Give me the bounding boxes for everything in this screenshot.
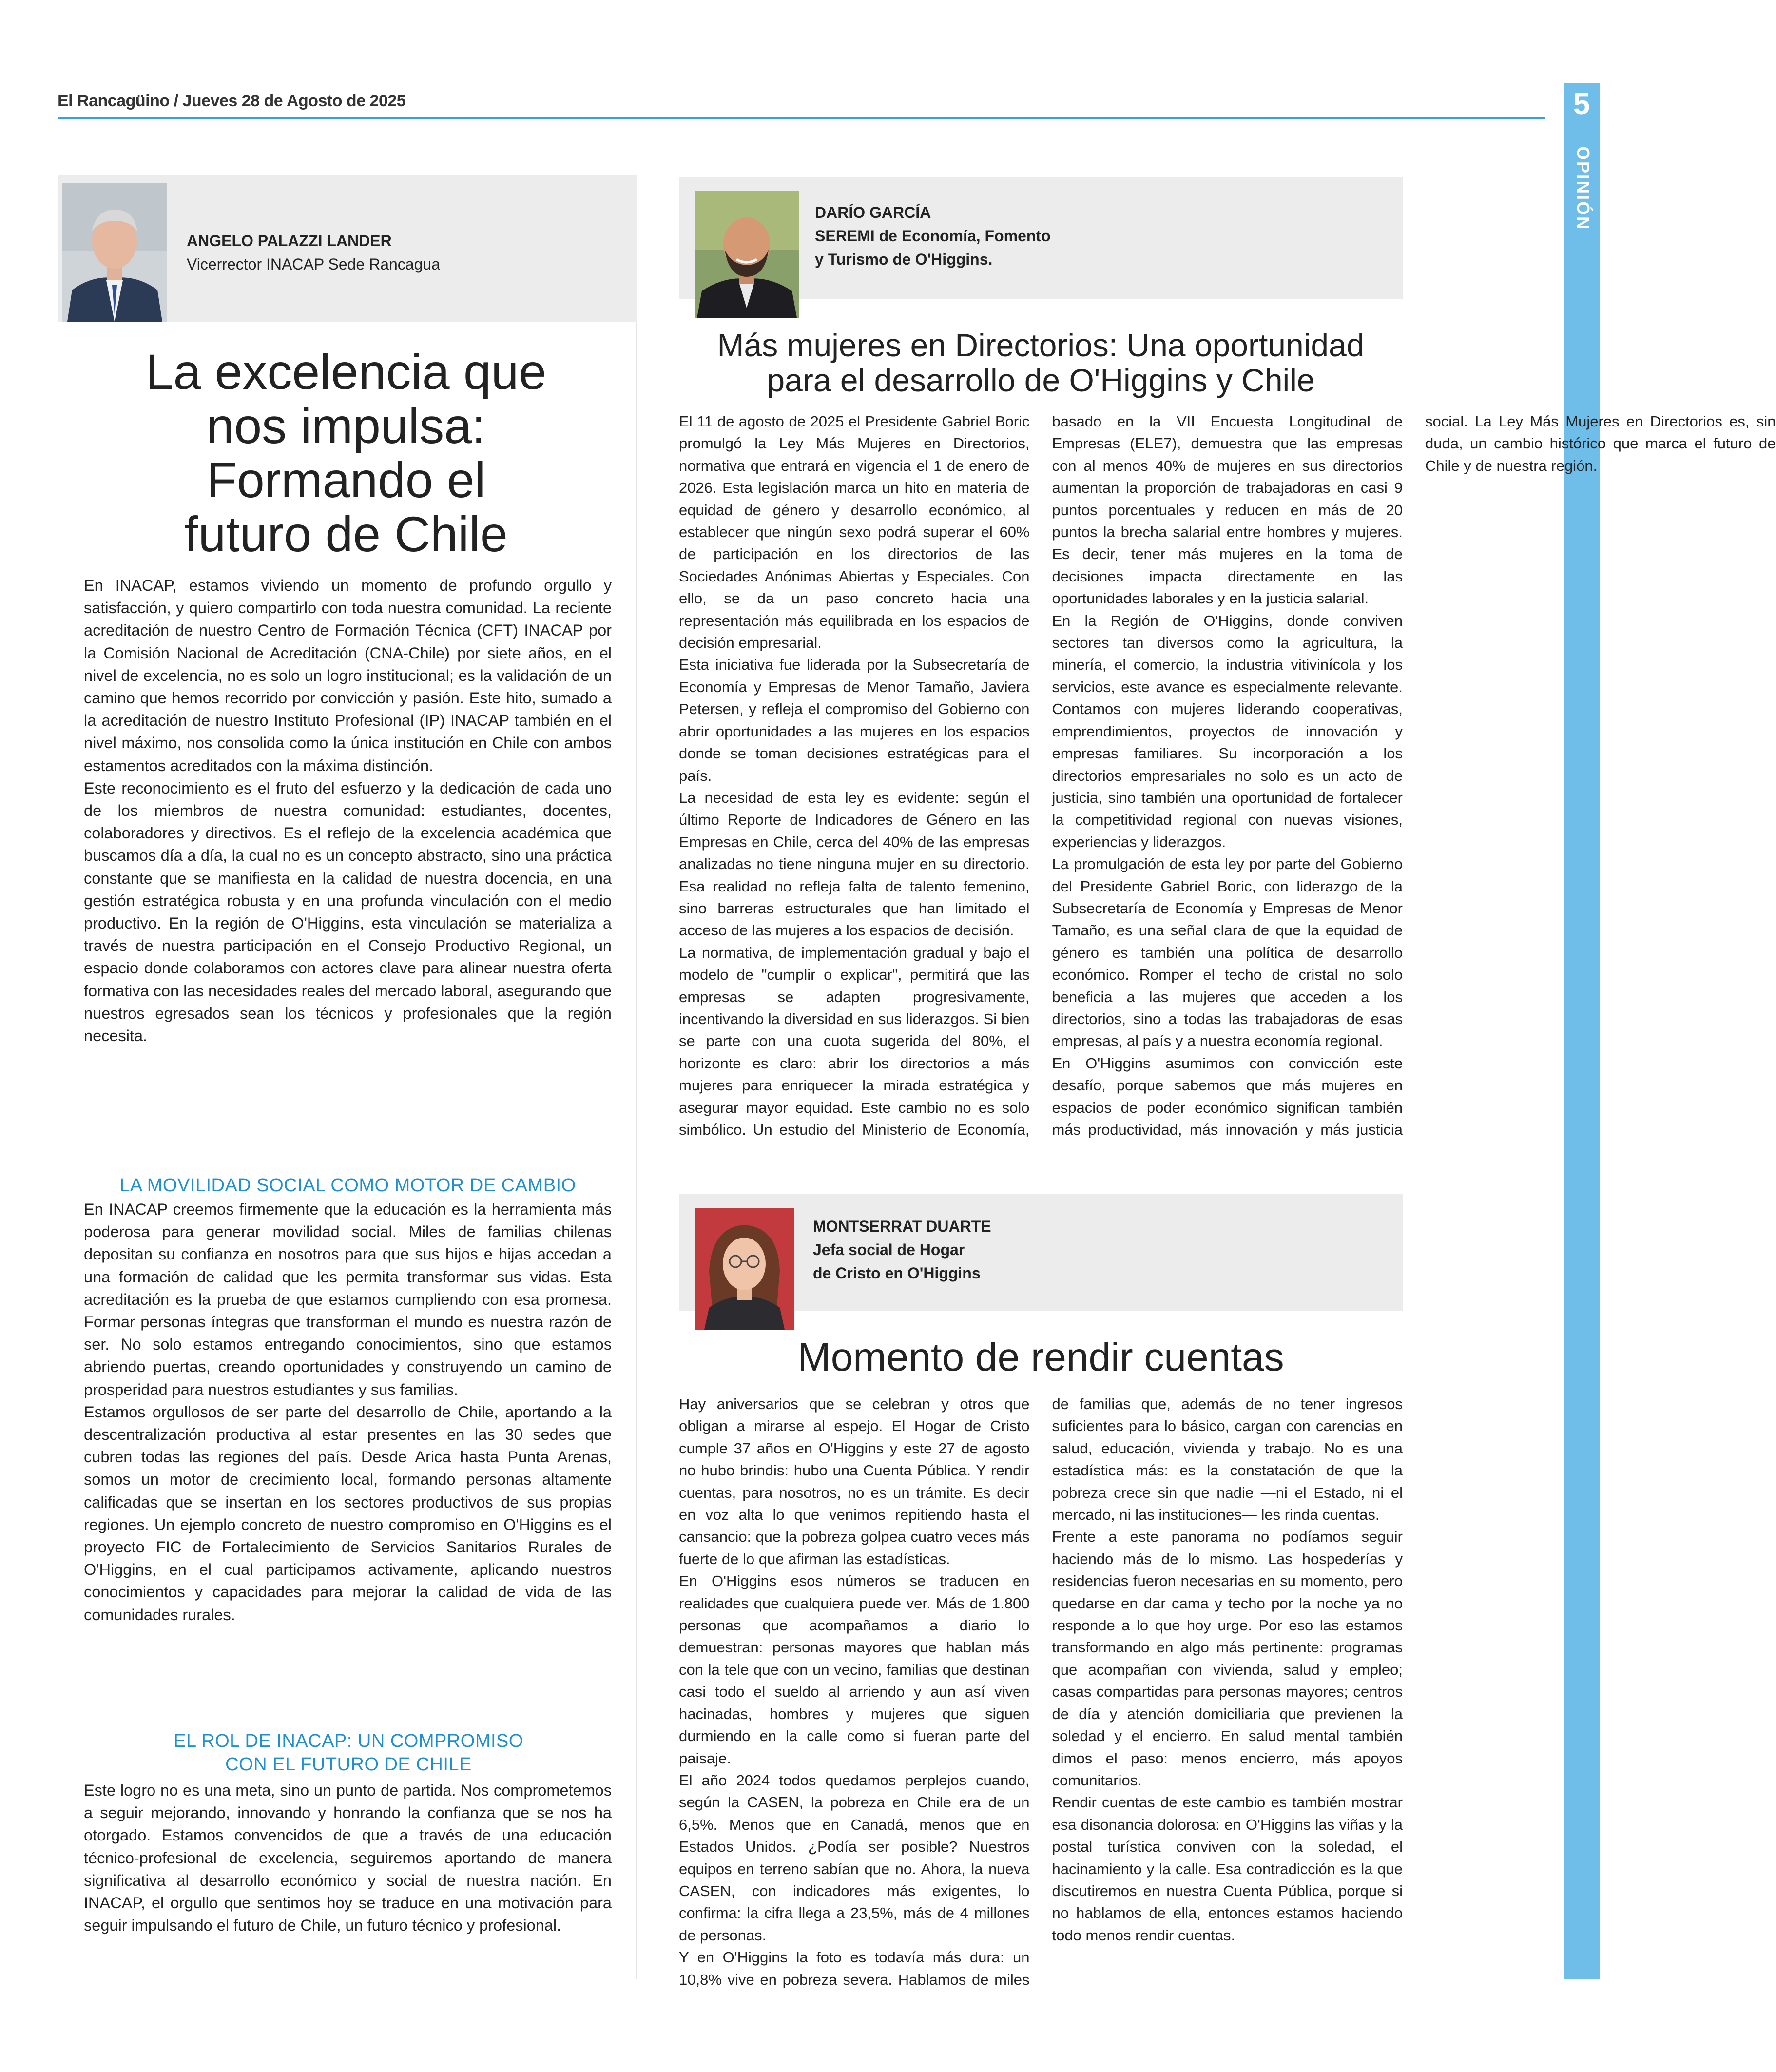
publication-date: Jueves 28 de Agosto de 2025 [182,92,406,110]
paragraph: Y en O'Higgins la foto es todavía más dura: un 10,8% vive en pobreza severa. Hablamos de miles de familias que, además de no tener ingresos suficientes para lo básico, cargan con carencias en salud, educación, vivienda y trabajo. No es una estadística más: es la constatación de que la pobreza crece sin que nadie —ni el Estado, ni el mercado, ni las instituciones— les rinda cuentas. [679,1395,1403,1988]
publication-name: El Rancagüino [58,92,170,110]
article-1-title: La excelencia que nos impulsa: Formando el futuro de Chile [145,344,547,562]
author-name: DARÍO GARCÍA [815,204,931,221]
paragraph: La normativa, de implementación gradual y bajo el modelo de "cumplir o explicar", permitirá que las empresas se adapten progresivamente, incentivando la diversidad en sus liderazgos. Si bien se parte con una cuota sugerida del 80%, el horizonte es claro: abrir los directorios a más mujeres para enriquecer la mirada estratégica y asegurar mayor equidad. Este cambio no es solo simbólico. Un estudio del Ministerio de Economía, basado en la VII Encuesta Longitudinal de Empresas (ELE7), demuestra que las empresas con al menos 40% de mujeres en sus directorios aumentan la proporción de trabajadoras en casi 9 puntos porcentuales y reducen en más de 20 puntos la brecha salarial entre hombres y mujeres. Es decir, tener más mujeres en la toma de decisiones impacta directamente en las oportunidades laborales y en la justicia salarial. [679,413,1403,1138]
article-1-section-1-body [84,1198,612,1626]
author-photo-1-portrait [62,183,167,322]
author-info-2 [815,201,1254,271]
paragraph: En O'Higgins asumimos con convicción este desafío, porque sabemos que más mujeres en espacios de poder económico significan también más productividad, más innovación y más justicia social. La Ley Más Mujeres en Directorios es, sin duda, un cambio histórico que marca el futuro de Chile y de nuestra región. [1052,413,1776,1138]
article-1-body [84,574,612,1047]
author-photo-2 [695,191,799,318]
header-separator: / [174,92,178,110]
author-photo-3 [695,1208,794,1330]
paragraph: La promulgación de esta ley por parte del Gobierno del Presidente Gabriel Boric, con liderazgo de la Subsecretaría de Economía y Empresas de Menor Tamaño, es una señal clara de que la equidad de género es también una política de desarrollo económico. Romper el techo de cristal no solo beneficia a las mujeres que acceden a los directorios, sino a todas las trabajadoras de esas empresas, al país y a nuestra economía regional. [1052,855,1403,1050]
header-rule [58,117,1545,119]
article-3-title: Momento de rendir cuentas [797,1335,1284,1379]
article-2-title-line-1: Más mujeres en Directorios: Una oportunidad [717,327,1365,363]
article-2-title-line-2: para el desarrollo de O'Higgins y Chile [767,362,1315,398]
author-info-3 [813,1215,1252,1285]
page-number: 5 [1573,87,1590,121]
author-photo-1 [62,183,167,322]
author-photo-2-portrait [695,191,799,318]
section-label [1566,146,1597,253]
paragraph: En la Región de O'Higgins, donde conviven sectores tan diversos como la agricultura, la minería, el comercio, la industria vitivinícola y los servicios, este avance es especialmente relevante. Contamos con mujeres liderando cooperativas, emprendimientos, proyectos de innovación y empresas familiares. Su incorporación a los directorios empresariales no solo es un acto de justicia, sino también una oportunidad de fortalecer la competitividad regional con nuevas visiones, experiencias y liderazgos. [1052,612,1403,851]
article-1-subhead-1: LA MOVILIDAD SOCIAL COMO MOTOR DE CAMBIO [119,1175,576,1196]
paragraph: El año 2024 todos quedamos perplejos cuando, según la CASEN, la pobreza en Chile era de un 6,5%. Menos que en Canadá, menos que en Estados Unidos. ¿Podía ser posible? Nuestros equipos en terreno sabían que no. Ahora, la nueva CASEN, con indicadores más exigentes, lo confirma: la cifra llega a 23,5%, más de 4 millones de personas. [679,1771,1030,1944]
paragraph: Hay aniversarios que se celebran y otros que obligan a mirarse al espejo. El Hogar de Cristo cumple 37 años en O'Higgins y este 27 de agosto no hubo brindis: hubo una Cuenta Pública. Y rendir cuentas, para nosotros, no es un trámite. Es decir en voz alta lo que venimos repitiendo hasta el cansancio: que la pobreza golpea cuatro veces más fuerte de lo que afirman las estadísticas. [679,1395,1030,1568]
author-role-line-2: de Cristo en O'Higgins [813,1264,981,1282]
paragraph: En INACAP creemos firmemente que la educación es la herramienta más poderosa para generar movilidad social. Miles de familias chilenas depositan su confianza en nosotros para que sus hijos e hijas accedan a una formación de calidad que les permita transformar sus vidas. Esta acreditación es la prueba de que estamos cumpliendo con esa promesa. Formar personas íntegras que transforman el mundo es nuestra razón de ser. No solo estamos entregando conocimientos, sino que estamos abriendo puertas, creando oportunidades y construyendo un camino de prosperidad para nuestros estudiantes y sus familias. [84,1201,612,1398]
article-1-section-2-body [84,1779,612,1936]
paragraph: En O'Higgins esos números se traducen en realidades que cualquiera puede ver. Más de 1.800 personas que acompañamos a diario lo demuestran: personas mayores que hablan más con la tele que con un vecino, familias que destinan casi todo el sueldo al arriendo y aun así viven hacinadas, hombres y mujeres que siguen durmiendo en la calle como si fueran parte del paisaje. [679,1572,1030,1767]
author-name: ANGELO PALAZZI LANDER [187,232,392,250]
article-2-title [679,328,1403,398]
paragraph: La necesidad de esta ley es evidente: según el último Reporte de Indicadores de Género en las Empresas en Chile, cerca del 40% de las empresas analizadas no tiene ninguna mujer en su directorio. Esa realidad no refleja falta de talento femenino, sino barreras estructurales que han limitado el acceso de las mujeres a los espacios de decisión. [679,789,1030,939]
author-role-line-2: y Turismo de O'Higgins. [815,251,993,268]
paragraph: El 11 de agosto de 2025 el Presidente Gabriel Boric promulgó la Ley Más Mujeres en Directorios, normativa que entrará en vigencia el 1 de enero de 2026. Esta legislación marca un hito en materia de equidad de género y desarrollo económico, al establecer que ningún sexo podrá superar el 60% de participación en los directorios de las Sociedades Anónimas Abiertas y Especiales. Con ello, se da un paso concreto hacia una representación más equilibrada en los espacios de decisión empresarial. [679,413,1030,652]
author-photo-3-portrait [695,1208,794,1330]
paragraph: Esta iniciativa fue liderada por la Subsecretaría de Economía y Empresas de Menor Tamaño, Javiera Petersen, y refleja el compromiso del Gobierno con abrir oportunidades a las mujeres en los espacios donde se toman decisiones estratégicas para el país. [679,656,1030,784]
page-header [58,92,1461,121]
paragraph: Este reconocimiento es el fruto del esfuerzo y la dedicación de cada uno de los miembros de nuestra comunidad: estudiantes, docentes, colaboradores y directivos. Es el reflejo de la excelencia académica que buscamos día a día, la cual no es un concepto abstracto, sino una práctica constante que se manifiesta en la calidad de nuestra docencia, en una gestión estratégica robusta y en una profunda vinculación con el medio productivo. En la región de O'Higgins, esta vinculación se materializa a través de nuestra participación en el Consejo Productivo Regional, un espacio donde colaboramos con actores clave para alinear nuestra oferta formativa con las necesidades reales del mercado laboral, asegurando que nuestros egresados sean los técnicos y profesionales que la región necesita. [84,779,612,1045]
author-role: Vicerrector INACAP Sede Rancagua [187,255,440,273]
author-info-1 [187,229,625,276]
paragraph: En INACAP, estamos viviendo un momento de profundo orgullo y satisfacción, y quiero compartirlo con toda nuestra comunidad. La reciente acreditación de nuestro Centro de Formación Técnica (CFT) INACAP por la Comisión Nacional de Acreditación (CNA-Chile) por siete años, en el nivel de excelencia, no es solo un logro institucional; es la validación de un camino que hemos recorrido por convicción y pasión. Este hito, sumado a la acreditación de nuestro Instituto Profesional (IP) INACAP también en el nivel máximo, nos consolida como la única institución en Chile con ambos estamentos acreditados con la máxima distinción. [84,577,612,775]
paragraph: Rendir cuentas de este cambio es también mostrar esa disonancia dolorosa: en O'Higgins las viñas y la postal turística conviven con la soledad, el hacinamiento y la calle. Esa contradicción es la que discutiremos en nuestra Cuenta Pública, porque si no hablamos de ella, entonces estamos haciendo todo menos rendir cuentas. [1052,1794,1403,1944]
article-1-subhead-2: EL ROL DE INACAP: UN COMPROMISO CON EL FUTURO DE CHILE [174,1731,523,1775]
paragraph: Este logro no es una meta, sino un punto de partida. Nos comprometemos a seguir mejorando, innovando y honrando la confianza que se nos ha otorgado. Estamos convencidos de que a través de una educación técnico-profesional de excelencia, seguiremos aportando de manera significativa al desarrollo económico y social de nuestra nación. En INACAP, el orgullo que sentimos hoy se traduce en una motivación para seguir impulsando el futuro de Chile, un futuro técnico y profesional. [84,1782,612,1935]
article-2-body [679,410,1776,1161]
paragraph: Frente a este panorama no podíamos seguir haciendo más de lo mismo. Las hospederías y residencias fueron necesarias en su momento, pero quedarse en dar cama y techo por la noche ya no responde a lo que hoy urge. Por eso las estamos transformando en algo más pertinente: programas que acompañan con vivienda, salud y empleo; casas compartidas para personas mayores; centros de día y atención domiciliaria que previenen la soledad y el encierro. En salud mental también dimos el paso: menos encierro, más apoyos comunitarios. [1052,1528,1403,1789]
article-3-body [679,1393,1403,1993]
author-role-line-1: Jefa social de Hogar [813,1241,965,1259]
author-name: MONTSERRAT DUARTE [813,1218,991,1235]
section-sidebar [1564,83,1600,1979]
paragraph: Estamos orgullosos de ser parte del desarrollo de Chile, aportando a la descentralización productiva al estar presentes en las 30 sedes que cubren todas las regiones del país. Desde Arica hasta Punta Arenas, somos un motor de crecimiento local, formando personas altamente calificadas que se insertan en los sectores productivos de sus propias regiones. Un ejemplo concreto de nuestro compromiso en O'Higgins es el proyecto FIC de Fortalecimiento de Servicios Sanitarios Rurales de O'Higgins, en el cual participamos activamente, aplicando nuestros conocimientos y capacidades para mejorar la calidad de vida de las comunidades rurales. [84,1403,612,1624]
author-role-line-1: SEREMI de Economía, Fomento [815,227,1051,245]
section-label-text: OPINIÓN [1573,146,1593,231]
